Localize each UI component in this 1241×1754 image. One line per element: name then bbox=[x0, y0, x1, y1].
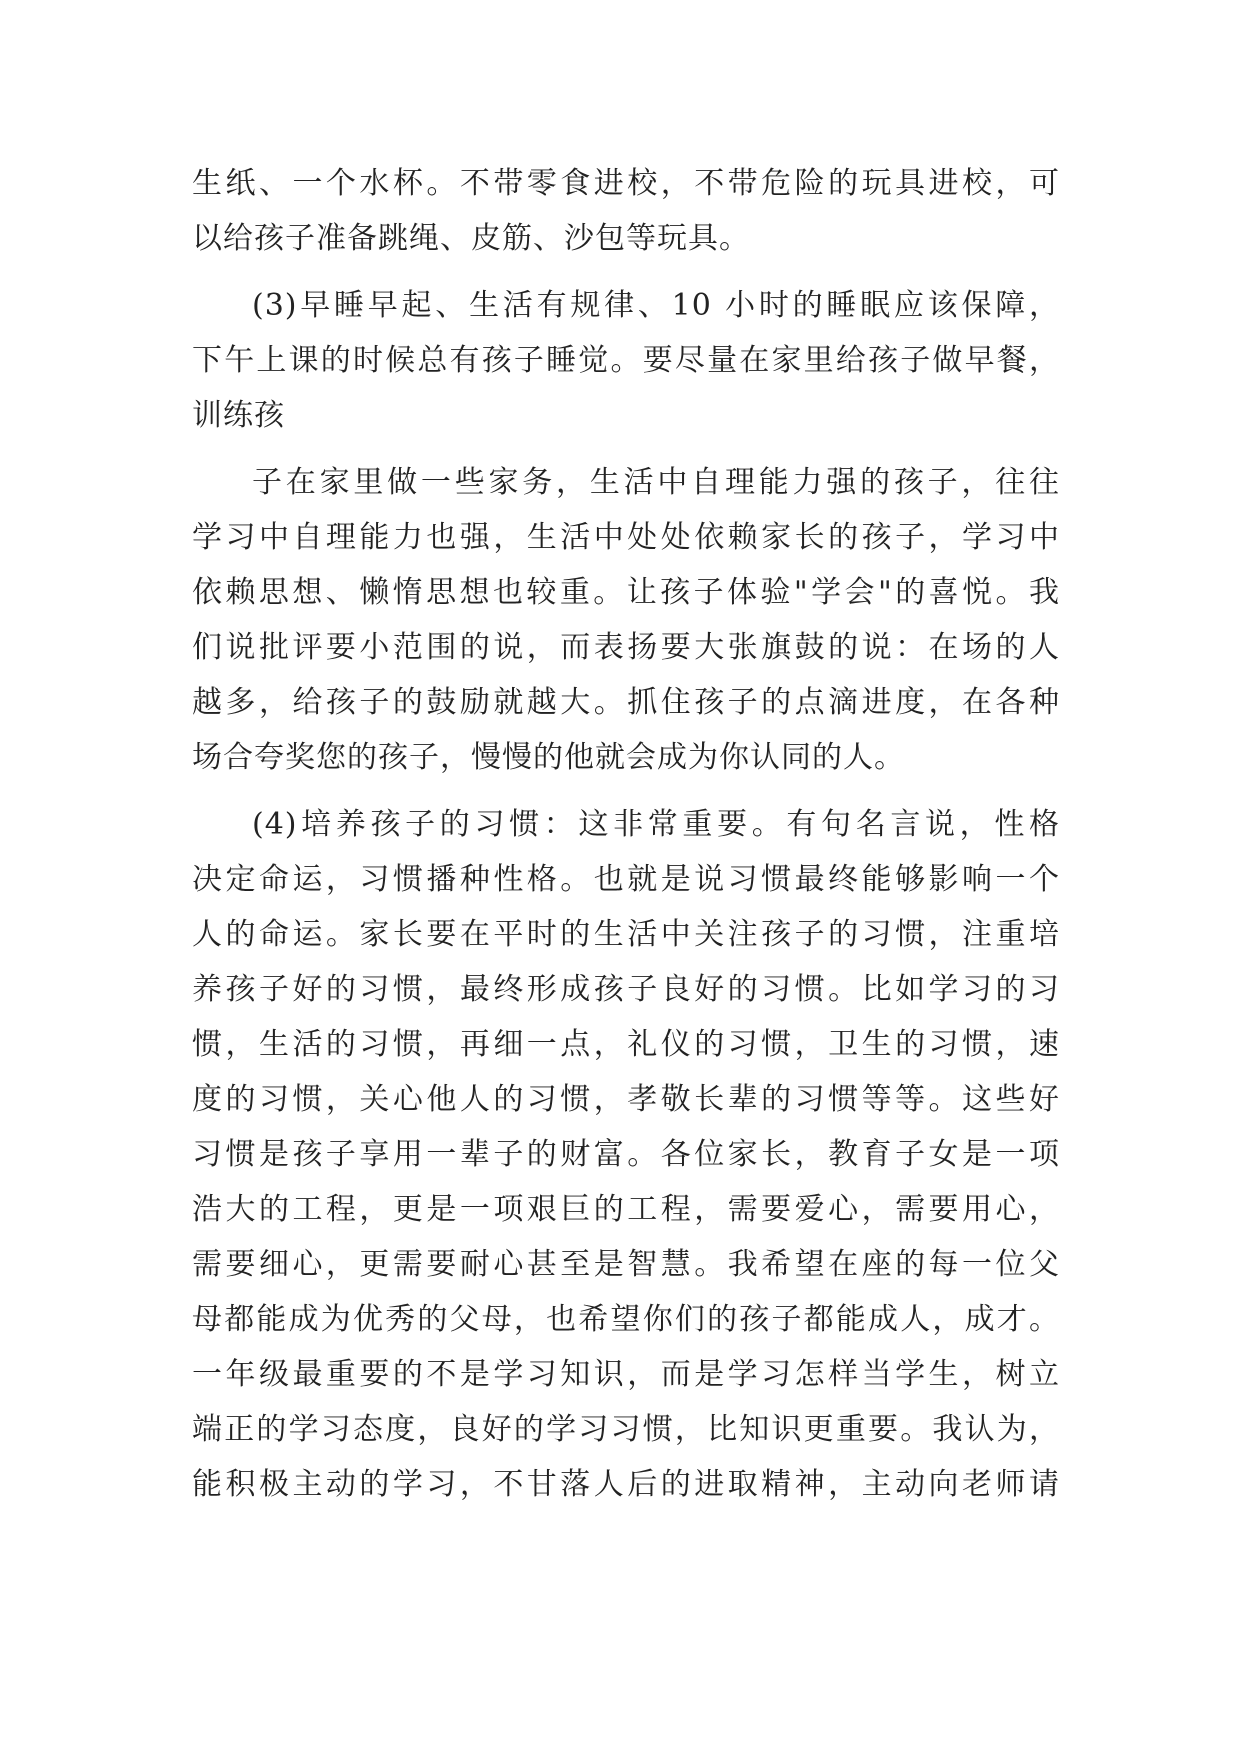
text-line: 习惯是孩子享用一辈子的财富。各位家长，教育子女是一项 bbox=[192, 1137, 1060, 1172]
text-line: 人的命运。家长要在平时的生活中关注孩子的习惯，注重培 bbox=[192, 917, 1060, 952]
text-line: 浩大的工程，更是一项艰巨的工程，需要爱心，需要用心， bbox=[192, 1192, 1060, 1227]
text-line: 养孩子好的习惯，最终形成孩子良好的习惯。比如学习的习 bbox=[192, 972, 1060, 1007]
text-line: 子在家里做一些家务，生活中自理能力强的孩子，往往 bbox=[252, 465, 1060, 500]
text-line: (3)早睡早起、生活有规律、10 小时的睡眠应该保障， bbox=[252, 288, 1060, 323]
text-line: 能积极主动的学习，不甘落人后的进取精神，主动向老师请 bbox=[192, 1467, 1060, 1502]
text-line: 场合夸奖您的孩子，慢慢的他就会成为你认同的人。 bbox=[192, 740, 905, 775]
text-line: 母都能成为优秀的父母，也希望你们的孩子都能成人，成才。 bbox=[192, 1302, 1060, 1337]
text-line: 们说批评要小范围的说，而表扬要大张旗鼓的说：在场的人 bbox=[192, 630, 1060, 665]
text-line: 下午上课的时候总有孩子睡觉。要尽量在家里给孩子做早餐， bbox=[192, 343, 1060, 378]
text-line: 以给孩子准备跳绳、皮筋、沙包等玩具。 bbox=[192, 221, 750, 256]
paragraph bbox=[192, 455, 1060, 785]
text-line: 端正的学习态度，良好的学习习惯，比知识更重要。我认为， bbox=[192, 1412, 1060, 1447]
text-line: 越多，给孩子的鼓励就越大。抓住孩子的点滴进度，在各种 bbox=[192, 685, 1060, 720]
text-line: 生纸、一个水杯。不带零食进校，不带危险的玩具进校，可 bbox=[192, 166, 1060, 201]
text-line: 惯，生活的习惯，再细一点，礼仪的习惯，卫生的习惯，速 bbox=[192, 1027, 1060, 1062]
paragraph bbox=[192, 156, 1060, 266]
paragraph bbox=[192, 278, 1060, 443]
text-line: 一年级最重要的不是学习知识，而是学习怎样当学生，树立 bbox=[192, 1357, 1060, 1392]
text-line: 训练孩 bbox=[192, 398, 285, 433]
text-line: 度的习惯，关心他人的习惯，孝敬长辈的习惯等等。这些好 bbox=[192, 1082, 1060, 1117]
paragraph bbox=[192, 797, 1060, 1512]
document-body bbox=[192, 156, 1060, 1512]
text-line: 需要细心，更需要耐心甚至是智慧。我希望在座的每一位父 bbox=[192, 1247, 1060, 1282]
text-line: (4)培养孩子的习惯：这非常重要。有句名言说，性格 bbox=[252, 807, 1060, 842]
text-line: 依赖思想、懒惰思想也较重。让孩子体验"学会"的喜悦。我 bbox=[192, 575, 1060, 610]
text-line: 学习中自理能力也强，生活中处处依赖家长的孩子，学习中 bbox=[192, 520, 1060, 555]
text-line: 决定命运，习惯播种性格。也就是说习惯最终能够影响一个 bbox=[192, 862, 1060, 897]
